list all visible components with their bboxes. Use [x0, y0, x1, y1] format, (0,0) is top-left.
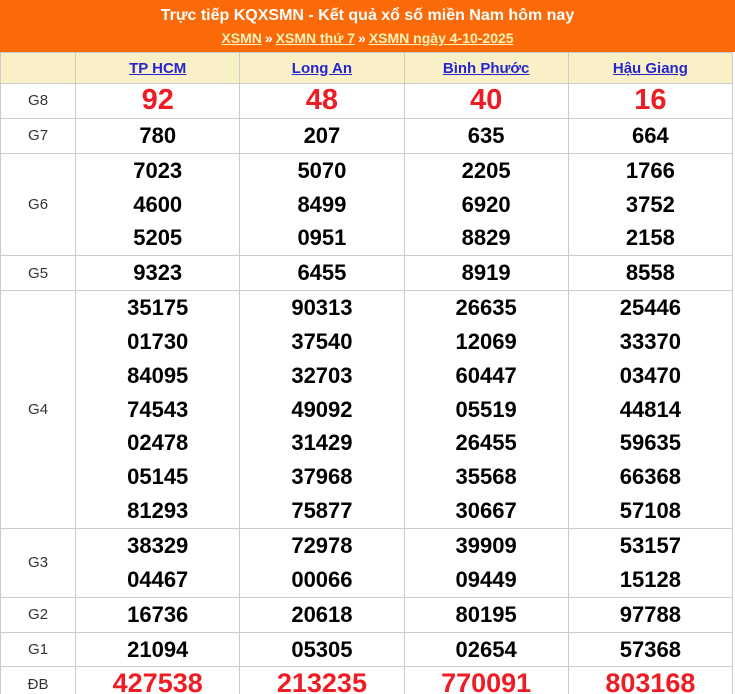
result-number: 49092: [291, 396, 353, 422]
page-title: Trực tiếp KQXSMN - Kết quả xổ số miền Nam hôm nay: [160, 7, 575, 24]
result-number: 3752: [625, 191, 675, 217]
result-cell: [240, 118, 404, 153]
result-number: 0951: [297, 225, 347, 251]
result-number: 7023: [133, 157, 183, 183]
breadcrumb-separator: »: [264, 30, 273, 46]
result-number: 207: [303, 122, 341, 148]
result-cell: [240, 153, 404, 256]
result-number: 15128: [619, 566, 681, 592]
result-cell: [568, 667, 732, 694]
result-cell: [568, 118, 732, 153]
prize-row-G3: [1, 528, 733, 597]
result-number: 04467: [127, 566, 189, 592]
result-cell: [240, 597, 404, 632]
result-number: 37540: [291, 328, 353, 354]
result-number: 39909: [455, 532, 517, 558]
prize-label: G3: [1, 528, 76, 597]
province-header-link[interactable]: TP HCM: [129, 59, 187, 77]
province-header-link[interactable]: Hậu Giang: [612, 59, 688, 77]
result-cell: [76, 153, 240, 256]
result-number: 803168: [605, 668, 696, 694]
result-cell: [568, 632, 732, 667]
result-number: 35568: [455, 464, 517, 490]
result-cell: [568, 291, 732, 529]
breadcrumb-link-xsmn[interactable]: XSMN: [221, 30, 262, 46]
prize-label: G7: [1, 118, 76, 153]
result-number: 8558: [625, 260, 675, 286]
result-number: 20618: [291, 601, 353, 627]
result-number: 2205: [461, 157, 511, 183]
result-cell: [404, 597, 568, 632]
result-number: 66368: [619, 464, 681, 490]
result-number: 33370: [619, 328, 681, 354]
result-cell: [568, 84, 732, 119]
result-number: 35175: [127, 295, 189, 321]
result-cell: [404, 528, 568, 597]
prize-label: G8: [1, 84, 76, 119]
prize-row-G2: [1, 597, 733, 632]
prize-label: G5: [1, 256, 76, 291]
result-number: 00066: [291, 566, 353, 592]
result-number: 780: [139, 122, 177, 148]
result-number: 05145: [127, 464, 189, 490]
result-number: 38329: [127, 532, 189, 558]
prize-label: ĐB: [1, 667, 76, 694]
result-number: 48: [305, 84, 339, 116]
province-header-link[interactable]: Long An: [291, 59, 353, 77]
result-number: 57108: [619, 498, 681, 524]
result-number: 90313: [291, 295, 353, 321]
result-cell: [404, 84, 568, 119]
result-number: 02654: [455, 636, 517, 662]
result-cell: [240, 667, 404, 694]
prize-label: G2: [1, 597, 76, 632]
prize-row-G4: [1, 291, 733, 529]
result-number: 213235: [276, 668, 367, 694]
result-number: 9323: [133, 260, 183, 286]
result-number: 427538: [112, 668, 203, 694]
result-number: 60447: [455, 362, 517, 388]
result-number: 26635: [455, 295, 517, 321]
result-number: 84095: [127, 362, 189, 388]
result-number: 30667: [455, 498, 517, 524]
result-number: 75877: [291, 498, 353, 524]
result-cell: [240, 291, 404, 529]
result-cell: [76, 667, 240, 694]
result-number: 31429: [291, 430, 353, 456]
result-cell: [76, 256, 240, 291]
province-header-cell: [404, 53, 568, 84]
result-number: 53157: [619, 532, 681, 558]
result-number: 03470: [619, 362, 681, 388]
province-header-cell: [76, 53, 240, 84]
result-number: 74543: [127, 396, 189, 422]
result-cell: [76, 84, 240, 119]
result-cell: [76, 291, 240, 529]
result-number: 8919: [461, 260, 511, 286]
result-number: 4600: [133, 191, 183, 217]
result-cell: [404, 118, 568, 153]
results-body: [1, 84, 733, 694]
result-number: 12069: [455, 328, 517, 354]
result-cell: [404, 291, 568, 529]
result-cell: [240, 528, 404, 597]
result-cell: [76, 632, 240, 667]
breadcrumb-link-xsmn-ngay[interactable]: XSMN ngày 4-10-2025: [368, 30, 514, 46]
result-number: 770091: [441, 668, 532, 694]
result-number: 44814: [619, 396, 681, 422]
province-header-row: [1, 53, 733, 84]
result-cell: [404, 256, 568, 291]
result-number: 01730: [127, 328, 189, 354]
result-cell: [404, 153, 568, 256]
result-cell: [568, 153, 732, 256]
breadcrumb-link-xsmn-thu-7[interactable]: XSMN thứ 7: [275, 30, 356, 46]
prize-row-G6: [1, 153, 733, 256]
result-number: 664: [632, 122, 669, 148]
result-number: 32703: [291, 362, 353, 388]
result-number: 02478: [127, 430, 189, 456]
result-number: 40: [470, 84, 503, 116]
prize-row-G8: [1, 84, 733, 119]
result-number: 59635: [619, 430, 681, 456]
prize-row-G7: [1, 118, 733, 153]
result-number: 8829: [461, 225, 511, 251]
result-number: 16: [634, 84, 667, 116]
result-cell: [404, 667, 568, 694]
result-number: 6455: [297, 260, 347, 286]
result-number: 97788: [619, 601, 681, 627]
result-number: 16736: [127, 601, 189, 627]
result-number: 21094: [127, 636, 189, 662]
result-cell: [568, 528, 732, 597]
result-cell: [568, 597, 732, 632]
prize-column-header: [1, 53, 76, 84]
result-number: 1766: [625, 157, 675, 183]
result-number: 72978: [291, 532, 353, 558]
result-cell: [404, 632, 568, 667]
result-cell: [568, 256, 732, 291]
result-number: 635: [467, 122, 505, 148]
province-header-link[interactable]: Bình Phước: [442, 59, 530, 77]
prize-row-G1: [1, 632, 733, 667]
result-number: 8499: [297, 191, 347, 217]
result-number: 92: [141, 84, 174, 116]
result-cell: [76, 528, 240, 597]
result-number: 05519: [455, 396, 517, 422]
result-number: 25446: [619, 295, 681, 321]
province-header-cell: [240, 53, 404, 84]
result-cell: [240, 256, 404, 291]
result-number: 26455: [455, 430, 517, 456]
breadcrumb: [0, 28, 735, 48]
result-number: 37968: [291, 464, 353, 490]
results-table: [0, 52, 733, 694]
result-number: 05305: [291, 636, 353, 662]
result-number: 5205: [133, 225, 183, 251]
result-cell: [240, 632, 404, 667]
result-cell: [76, 118, 240, 153]
result-number: 80195: [455, 601, 517, 627]
result-cell: [240, 84, 404, 119]
result-number: 6920: [461, 191, 511, 217]
result-number: 5070: [297, 157, 347, 183]
result-number: 2158: [625, 225, 675, 251]
breadcrumb-separator: »: [358, 30, 366, 46]
result-number: 57368: [619, 636, 681, 662]
prize-row-ĐB: [1, 667, 733, 694]
result-number: 09449: [455, 566, 517, 592]
prize-label: G1: [1, 632, 76, 667]
result-cell: [76, 597, 240, 632]
prize-row-G5: [1, 256, 733, 291]
province-header-cell: [568, 53, 732, 84]
header-banner: [0, 0, 735, 52]
result-number: 81293: [127, 498, 189, 524]
prize-label: G6: [1, 153, 76, 256]
prize-label: G4: [1, 291, 76, 529]
